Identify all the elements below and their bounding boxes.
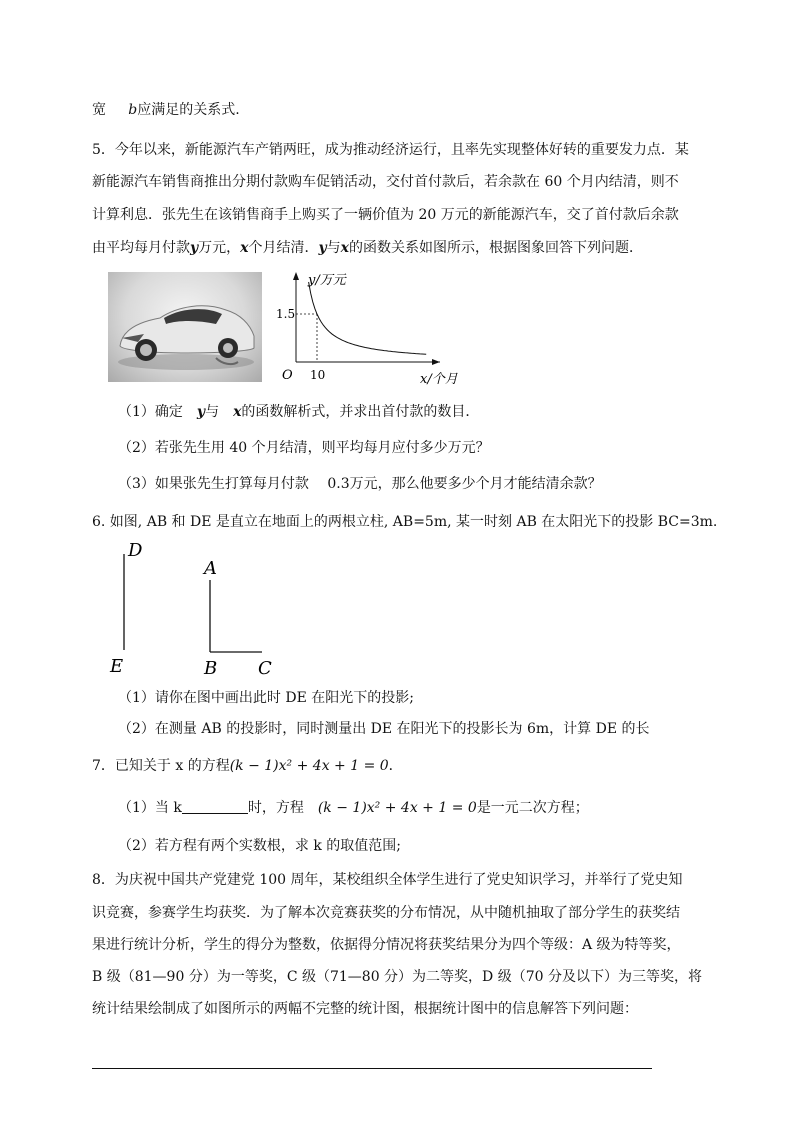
point-b-label: B: [204, 658, 218, 679]
x-tick-label: 10: [310, 368, 326, 382]
y-axis-arrow: [293, 272, 299, 280]
equation: (k − 1)x² + 4x + 1 = 0: [229, 758, 389, 774]
q5-sub-2: （2）若张先生用 40 个月结清，则平均每月应付多少万元？: [118, 440, 490, 456]
point-d-label: D: [128, 540, 143, 561]
x-axis-label: x/个月: [420, 372, 458, 387]
q6-sub-2: （2）在测量 AB 的投影时，同时测量出 DE 在阳光下的投影长为 6m，计算 DE 的长: [118, 721, 650, 737]
q8-line-4: B 级（81—90 分）为一等奖，C 级（71—80 分）为二等奖，D 级（70 分及以下）为三等奖，将: [92, 969, 702, 985]
function-graph: [272, 266, 472, 388]
q5-line-2: 新能源汽车销售商推出分期付款购车促销活动，交付首付款后，若余款在 60 个月内结清，则不: [92, 174, 679, 190]
q5-line-1: 5．今年以来，新能源汽车产销两旺，成为推动经济运行，且率先实现整体好转的重要发力点．某: [92, 142, 689, 158]
car-illustration: [108, 272, 262, 382]
y-tick-label: 1.5: [276, 307, 296, 321]
point-e-label: E: [110, 656, 124, 677]
y-axis-label: y/万元: [308, 273, 346, 288]
origin-label: O: [282, 368, 293, 383]
q8-line-2: 识竞赛，参赛学生均获奖．为了解本次竞赛获奖的分布情况，从中随机抽取了部分学生的获奖结: [92, 905, 680, 921]
q8-line-5: 统计结果绘制成了如图所示的两幅不完整的统计图，根据统计图中的信息解答下列问题：: [92, 1001, 638, 1017]
answer-blank[interactable]: [182, 799, 248, 814]
pillar-figure: [100, 534, 290, 684]
x-axis-arrow: [432, 359, 440, 365]
q6-line-1: 6. 如图, AB 和 DE 是直立在地面上的两根立柱, AB=5m, 某一时刻 AB 在太阳光下的投影 BC=3m.: [92, 514, 718, 530]
q8-line-3: 果进行统计分析，学生的得分为整数，依据得分情况将获奖结果分为四个等级：A 级为特等奖，: [92, 937, 681, 953]
hyperbola-curve: [309, 282, 427, 354]
q7-sub-2: （2）若方程有两个实数根，求 k 的取值范围;: [118, 838, 402, 854]
q7-sub-1: （1）当 k 时，方程 (k − 1)x² + 4x + 1 = 0是一元二次方程；: [118, 800, 589, 816]
footer-divider: [92, 1068, 652, 1069]
q5-line-3: 计算利息．张先生在该销售商手上购买了一辆价值为 20 万元的新能源汽车，交了首付款后余款: [92, 207, 679, 223]
car-photo: [108, 272, 262, 382]
q5-sub-1: （1）确定 y与 x的函数解析式，并求出首付款的数目．: [118, 404, 480, 420]
point-a-label: A: [204, 558, 217, 579]
q5-sub-3: （3）如果张先生打算每月付款 0.3万元，那么他要多少个月才能结清余款？: [118, 476, 602, 492]
q7-line-1: 7．已知关于 x 的方程(k − 1)x² + 4x + 1 = 0．: [92, 758, 403, 774]
q5-line-4: 由平均每月付款y万元，x个月结清．y与x的函数关系如图所示，根据图象回答下列问题．: [92, 240, 643, 256]
point-c-label: C: [258, 658, 272, 679]
equation: (k − 1)x² + 4x + 1 = 0: [317, 800, 477, 816]
q6-sub-1: （1）请你在图中画出此时 DE 在阳光下的投影;: [118, 690, 414, 706]
q8-line-1: 8．为庆祝中国共产党建党 100 周年，某校组织全体学生进行了党史知识学习，并举行了党史知: [92, 872, 683, 888]
text-line: 宽 b应满足的关系式.: [92, 102, 240, 118]
